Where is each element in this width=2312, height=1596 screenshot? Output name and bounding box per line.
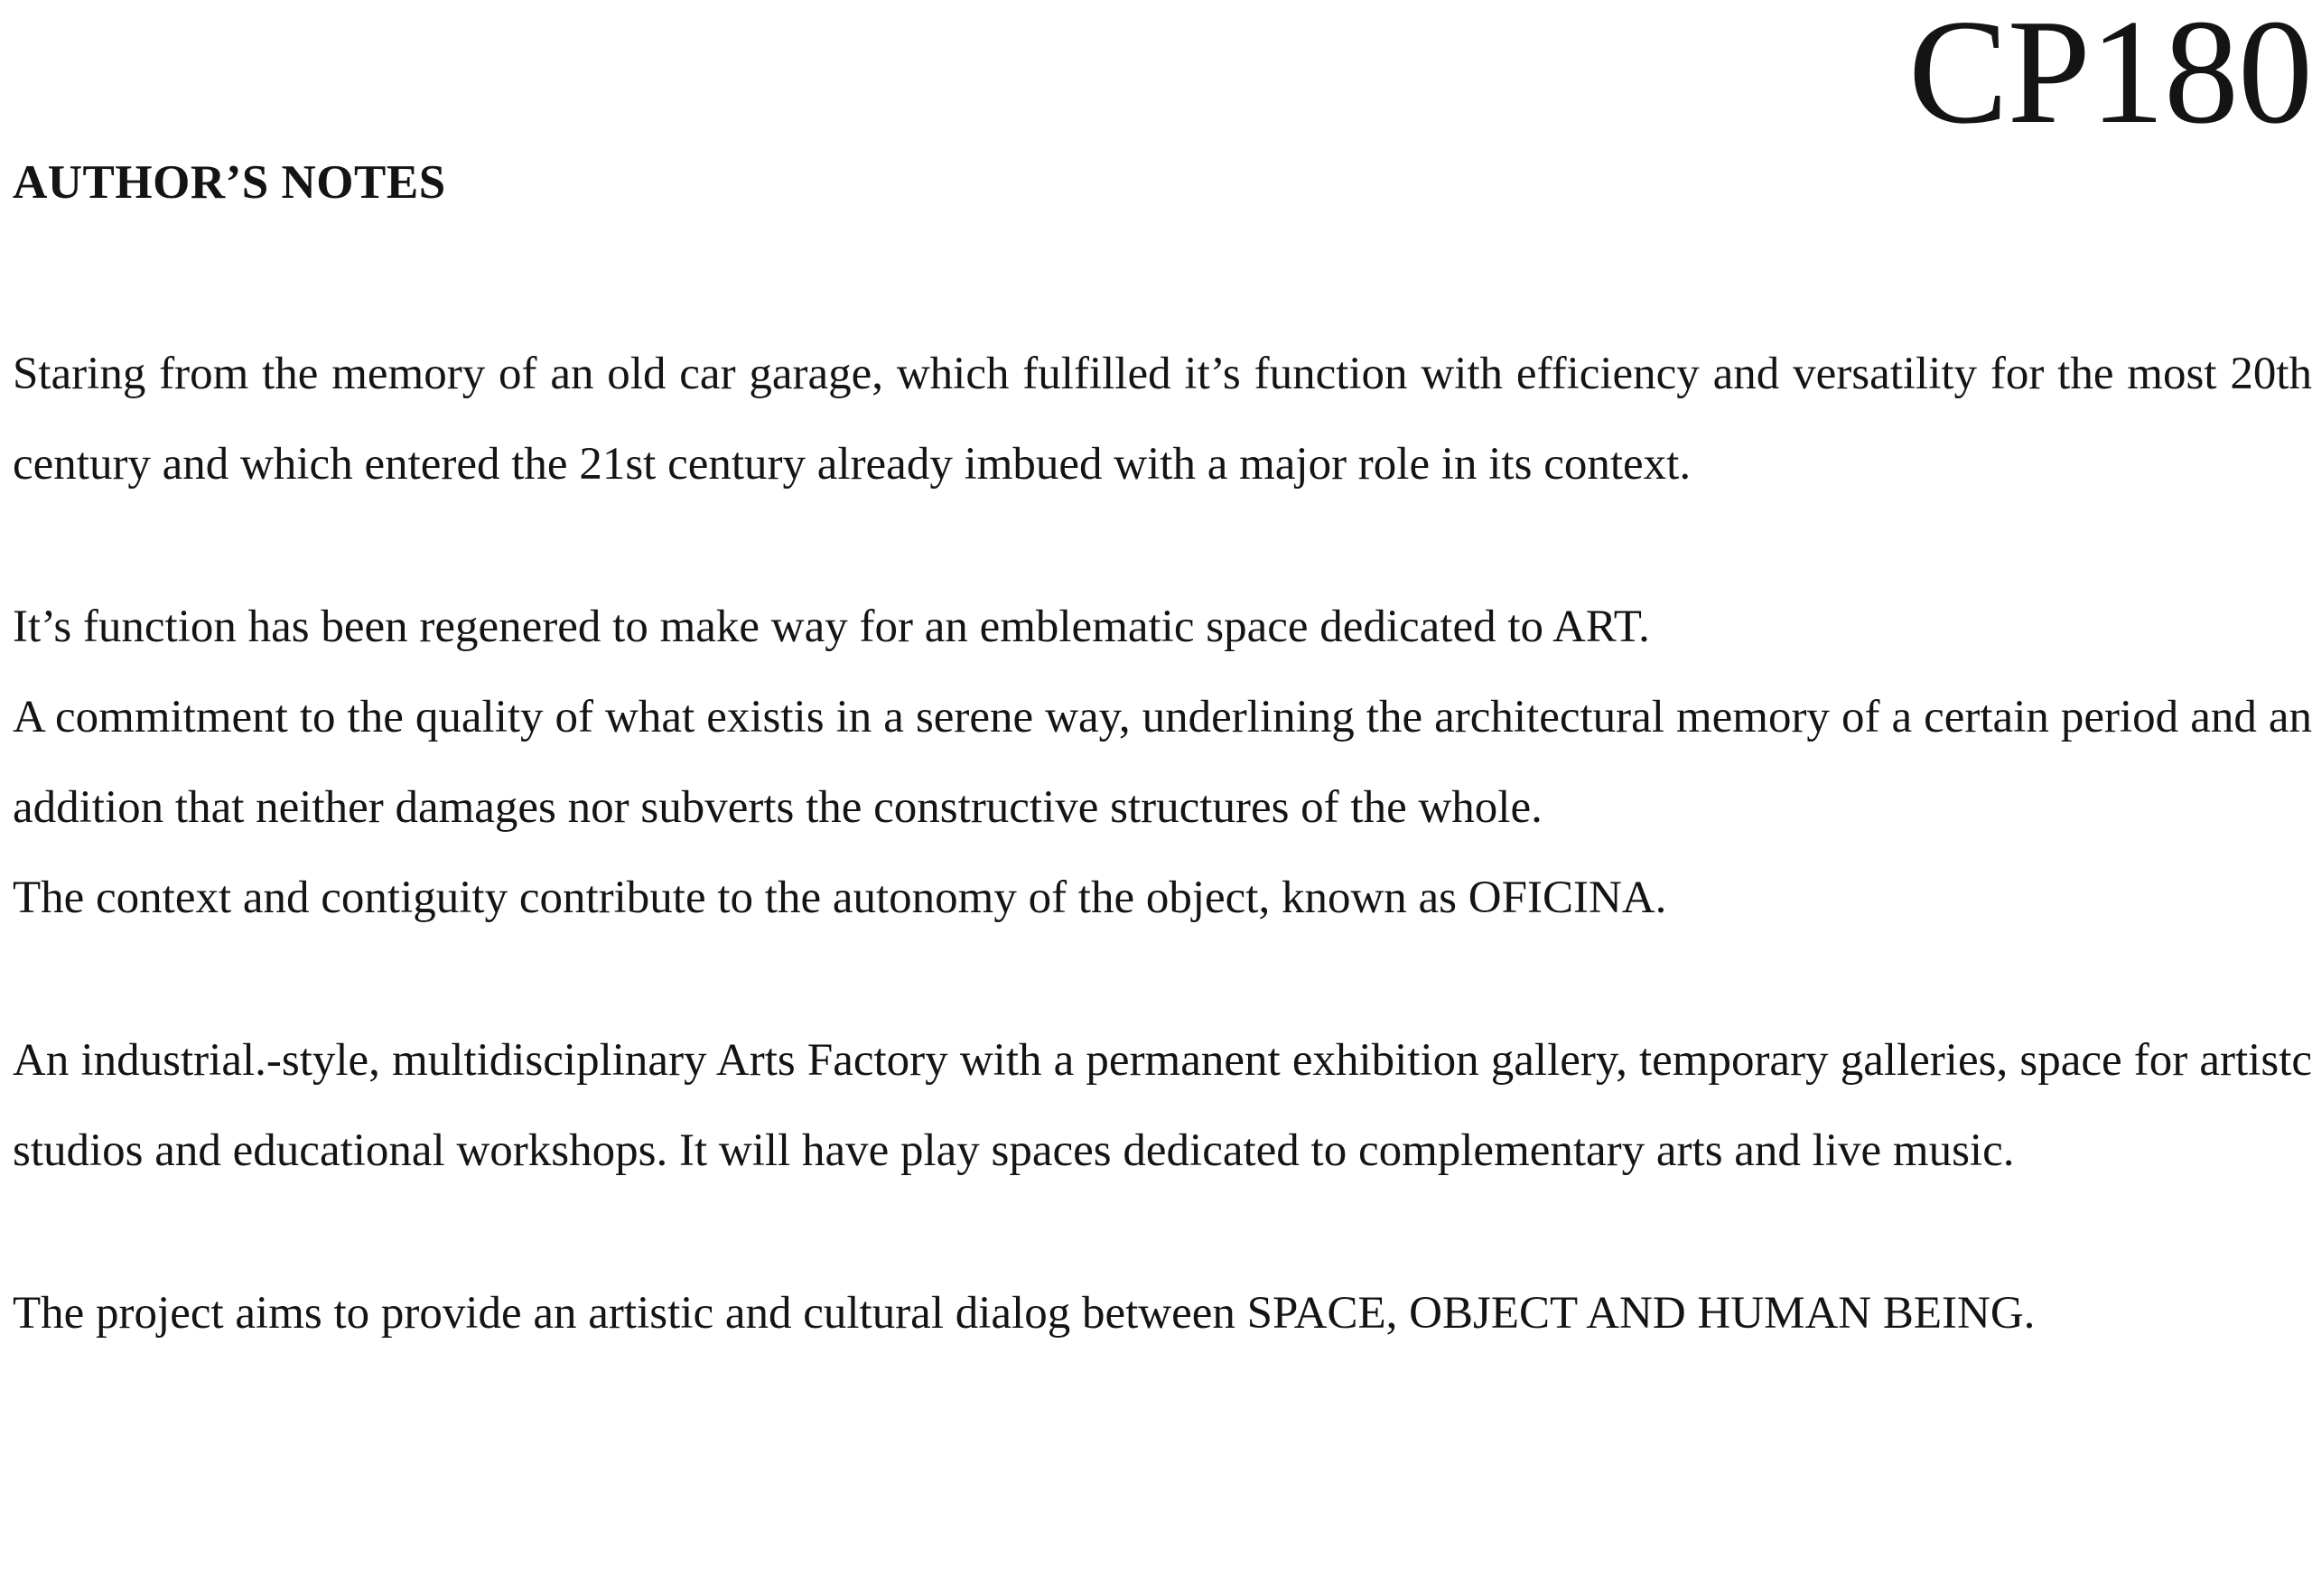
paragraph-commitment: A commitment to the quality of what existis in a serene way, underlining the architectural memory of a certain period and an addition that neither damages nor subverts the constructive structures of the whole.: [13, 692, 2312, 833]
paragraph-gap: [13, 943, 2312, 1015]
paragraph-arts-factory: An industrial.-style, multidisciplinary Arts Factory with a permanent exhibition gallery, temporary galleries, space for artistc studios and educational workshops. It will have play spaces dedicated to complementary arts and live music.: [13, 1035, 2312, 1176]
page-code: CP180: [1907, 0, 2312, 154]
paragraph-project-aim: The project aims to provide an artistic and cultural dialog between SPACE, OBJECT AND HUMAN BEING.: [13, 1288, 2036, 1339]
notes-body: [13, 329, 2312, 1358]
paragraph-function-regenerated: It’s function has been regenered to make way for an emblematic space dedicated to ART.: [13, 602, 1650, 652]
section-heading: AUTHOR’S NOTES: [13, 156, 446, 209]
paragraph-garage-memory: Staring from the memory of an old car garage, which fulfilled it’s function with efficiency and versatility for the most 20th century and which entered the 21st century already imbued with a major role in its context.: [13, 349, 2312, 490]
paragraph-gap: [13, 509, 2312, 582]
paragraph-gap: [13, 1196, 2312, 1268]
paragraph-context: The context and contiguity contribute to the autonomy of the object, known as OFICINA.: [13, 873, 1667, 923]
